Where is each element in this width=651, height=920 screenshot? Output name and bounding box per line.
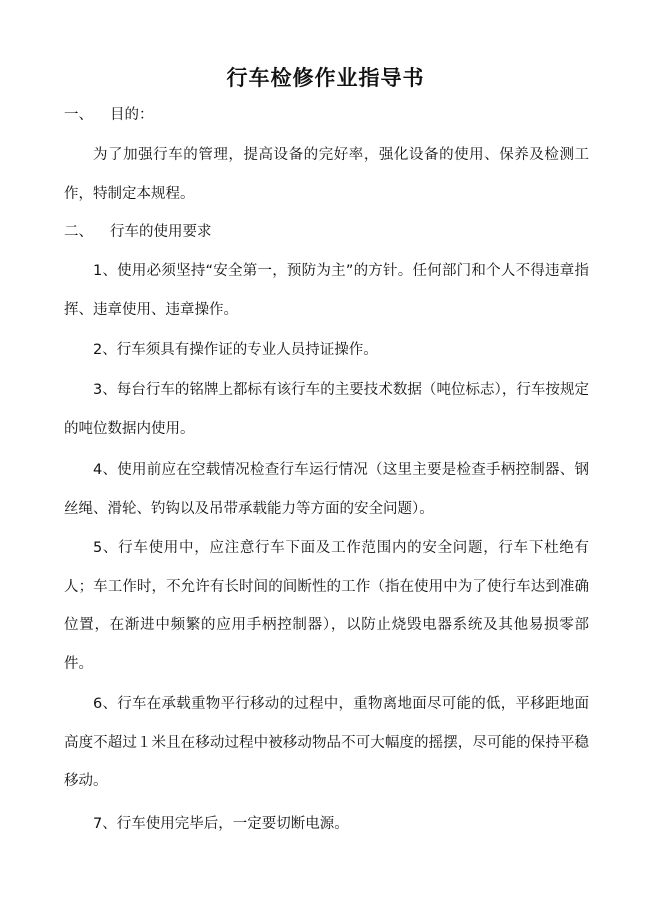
section-title: 目的：	[110, 107, 154, 123]
section-heading-usage-requirements	[64, 222, 212, 242]
section-number: 一、	[64, 107, 93, 123]
paragraph-purpose: 为了加强行车的管理，提高设备的完好率，强化设备的使用、保养及检测工作，特制定本规程。	[64, 147, 589, 202]
paragraph-rule-2: 2、行车须具有操作证的专业人员持证操作。	[93, 342, 378, 358]
section-heading-purpose	[64, 105, 154, 125]
paragraph-rule-5: 5、行车使用中，应注意行车下面及工作范围内的安全问题，行车下杜绝有人；车工作时，不允许有长时间的间断性的工作（指在使用中为了使行车达到准确位置，在渐进中频繁的应用手柄控制器），以防止烧毁电器系统及其他易损零部件。	[64, 540, 589, 672]
paragraph-rule-4: 4、使用前应在空载情况检查行车运行情况（这里主要是检查手柄控制器、钢丝绳、滑轮、钓钩以及吊带承载能力等方面的安全问题）。	[64, 462, 589, 517]
paragraph-rule-1: 1、使用必须坚持“安全第一，预防为主”的方针。任何部门和个人不得违章指挥、违章使用、违章操作。	[64, 263, 589, 318]
section-title: 行车的使用要求	[110, 224, 212, 240]
paragraph-rule-6: 6、行车在承载重物平行移动的过程中，重物离地面尽可能的低，平移距地面高度不超过１米且在移动过程中被移动物品不可大幅度的摇摆，尽可能的保持平稳移动。	[64, 696, 589, 789]
document-title: 行车检修作业指导书	[226, 66, 425, 90]
paragraph-rule-3: 3、每台行车的铭牌上都标有该行车的主要技术数据（吨位标志），行车按规定的吨位数据内使用。	[64, 382, 589, 437]
section-number: 二、	[64, 224, 93, 240]
paragraph-rule-7: 7、行车使用完毕后，一定要切断电源。	[93, 816, 349, 832]
